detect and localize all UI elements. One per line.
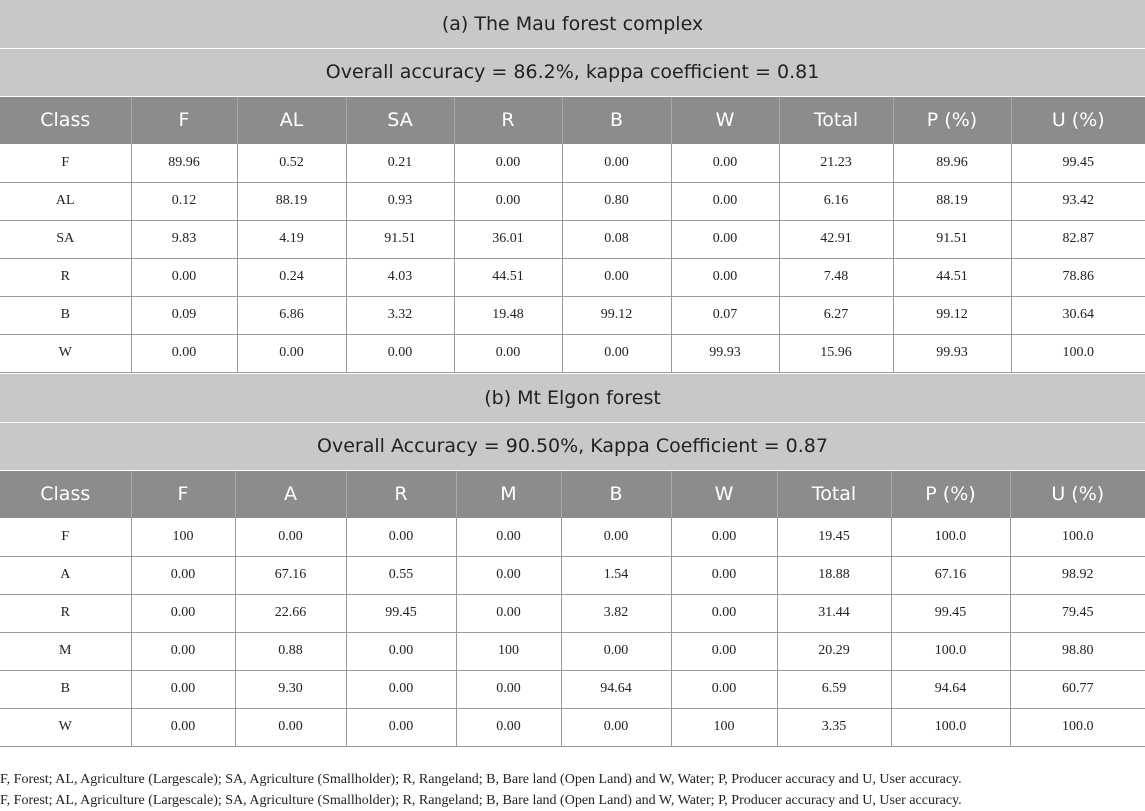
table-cell: 30.64 — [1011, 296, 1145, 334]
table-cell: 91.51 — [346, 220, 454, 258]
table-cell: 0.00 — [671, 518, 777, 556]
table-cell: 0.00 — [671, 632, 777, 670]
table-cell: 31.44 — [777, 594, 891, 632]
table-b-header-row — [0, 470, 1145, 518]
column-header: A — [235, 470, 346, 518]
table-row — [0, 258, 1145, 296]
column-header: R — [454, 96, 562, 144]
column-header: F — [131, 470, 235, 518]
table-cell: W — [0, 708, 131, 746]
table-cell: 94.64 — [561, 670, 671, 708]
column-header: Class — [0, 96, 131, 144]
table-cell: 100.0 — [1011, 334, 1145, 372]
column-header: W — [671, 470, 777, 518]
table-cell: 0.21 — [346, 144, 454, 182]
table-cell: 0.00 — [456, 594, 561, 632]
table-cell: B — [0, 296, 131, 334]
table-cell: 0.55 — [346, 556, 456, 594]
table-cell: 36.01 — [454, 220, 562, 258]
table-cell: 19.45 — [777, 518, 891, 556]
table-row — [0, 594, 1145, 632]
table-row — [0, 518, 1145, 556]
table-cell: 0.00 — [671, 220, 779, 258]
table-cell: 21.23 — [779, 144, 893, 182]
table-cell: R — [0, 258, 131, 296]
table-cell: 88.19 — [237, 182, 346, 220]
table-cell: 3.82 — [561, 594, 671, 632]
table-cell: 20.29 — [777, 632, 891, 670]
table-row — [0, 182, 1145, 220]
footnote: F, Forest; AL, Agriculture (Largescale); SA, Agriculture (Smallholder); R, Rangeland; B, Bare land (Open Land) and W, Water; P, Producer accuracy and U, User accuracy. — [0, 793, 962, 808]
column-header: R — [346, 470, 456, 518]
table-cell: 3.35 — [777, 708, 891, 746]
table-cell: 100 — [671, 708, 777, 746]
table-cell: 89.96 — [131, 144, 237, 182]
footnote: F, Forest; AL, Agriculture (Largescale); SA, Agriculture (Smallholder); R, Rangeland; B, Bare land (Open Land) and W, Water; P, Producer accuracy and U, User accuracy. — [0, 772, 962, 787]
table-cell: 4.19 — [237, 220, 346, 258]
table-cell: 0.07 — [671, 296, 779, 334]
table-cell: 0.00 — [671, 258, 779, 296]
table-cell: 98.92 — [1010, 556, 1145, 594]
table-cell: 3.32 — [346, 296, 454, 334]
column-header: AL — [237, 96, 346, 144]
table-cell: 0.00 — [454, 182, 562, 220]
table-a-title: (a) The Mau forest complex — [0, 0, 1145, 48]
table-cell: A — [0, 556, 131, 594]
table-cell: 0.88 — [235, 632, 346, 670]
table-cell: 78.86 — [1011, 258, 1145, 296]
table-row — [0, 334, 1145, 372]
table-cell: 0.00 — [131, 334, 237, 372]
column-header: Total — [779, 96, 893, 144]
column-header: F — [131, 96, 237, 144]
table-cell: 0.00 — [671, 594, 777, 632]
table-cell: 42.91 — [779, 220, 893, 258]
table-mt-elgon-forest — [0, 374, 1145, 747]
table-b-title: (b) Mt Elgon forest — [0, 374, 1145, 422]
table-cell: 0.12 — [131, 182, 237, 220]
table-cell: 0.00 — [561, 708, 671, 746]
table-cell: 0.00 — [671, 670, 777, 708]
table-cell: 0.00 — [131, 670, 235, 708]
table-cell: 100.0 — [891, 632, 1010, 670]
table-cell: R — [0, 594, 131, 632]
column-header: Class — [0, 470, 131, 518]
table-cell: 99.93 — [893, 334, 1011, 372]
table-cell: 0.00 — [671, 182, 779, 220]
table-cell: B — [0, 670, 131, 708]
table-cell: 1.54 — [561, 556, 671, 594]
table-cell: 60.77 — [1010, 670, 1145, 708]
column-header: SA — [346, 96, 454, 144]
table-cell: 99.45 — [346, 594, 456, 632]
table-cell: 6.16 — [779, 182, 893, 220]
table-cell: 0.00 — [456, 670, 561, 708]
table-cell: SA — [0, 220, 131, 258]
table-cell: 99.12 — [893, 296, 1011, 334]
column-header: M — [456, 470, 561, 518]
table-cell: 22.66 — [235, 594, 346, 632]
column-header: U (%) — [1011, 96, 1145, 144]
table-row — [0, 144, 1145, 182]
column-header: P (%) — [891, 470, 1010, 518]
column-header: Total — [777, 470, 891, 518]
table-cell: 0.08 — [562, 220, 671, 258]
table-cell: 0.00 — [456, 708, 561, 746]
column-header: W — [671, 96, 779, 144]
table-cell: 6.59 — [777, 670, 891, 708]
table-cell: 0.00 — [131, 594, 235, 632]
table-cell: 0.00 — [131, 258, 237, 296]
column-header: B — [562, 96, 671, 144]
table-cell: 0.00 — [237, 334, 346, 372]
table-cell: 9.83 — [131, 220, 237, 258]
table-cell: W — [0, 334, 131, 372]
table-cell: 94.64 — [891, 670, 1010, 708]
table-cell: 0.80 — [562, 182, 671, 220]
table-cell: 99.12 — [562, 296, 671, 334]
table-cell: M — [0, 632, 131, 670]
table-cell: 0.00 — [131, 632, 235, 670]
table-cell: 0.00 — [346, 632, 456, 670]
table-cell: 0.00 — [454, 144, 562, 182]
table-cell: F — [0, 144, 131, 182]
table-cell: 100.0 — [891, 518, 1010, 556]
table-cell: 0.00 — [131, 708, 235, 746]
column-header: B — [561, 470, 671, 518]
table-cell: 0.00 — [346, 334, 454, 372]
column-header: U (%) — [1010, 470, 1145, 518]
table-cell: 7.48 — [779, 258, 893, 296]
table-cell: 9.30 — [235, 670, 346, 708]
table-cell: 6.86 — [237, 296, 346, 334]
table-cell: 0.00 — [456, 518, 561, 556]
table-cell: 67.16 — [891, 556, 1010, 594]
table-cell: AL — [0, 182, 131, 220]
table-cell: F — [0, 518, 131, 556]
table-cell: 0.00 — [671, 556, 777, 594]
table-cell: 0.00 — [346, 670, 456, 708]
table-cell: 0.00 — [235, 518, 346, 556]
column-header: P (%) — [893, 96, 1011, 144]
table-cell: 82.87 — [1011, 220, 1145, 258]
table-cell: 0.00 — [346, 708, 456, 746]
table-cell: 100.0 — [1010, 518, 1145, 556]
table-cell: 100.0 — [891, 708, 1010, 746]
table-row — [0, 632, 1145, 670]
table-a-header-row — [0, 96, 1145, 144]
table-cell: 0.09 — [131, 296, 237, 334]
table-cell: 0.00 — [561, 518, 671, 556]
table-cell: 100 — [131, 518, 235, 556]
table-cell: 89.96 — [893, 144, 1011, 182]
table-cell: 15.96 — [779, 334, 893, 372]
table-cell: 0.00 — [454, 334, 562, 372]
table-cell: 0.52 — [237, 144, 346, 182]
table-cell: 4.03 — [346, 258, 454, 296]
table-cell: 0.00 — [346, 518, 456, 556]
table-row — [0, 670, 1145, 708]
table-cell: 91.51 — [893, 220, 1011, 258]
table-cell: 6.27 — [779, 296, 893, 334]
table-cell: 99.93 — [671, 334, 779, 372]
table-cell: 44.51 — [454, 258, 562, 296]
table-cell: 19.48 — [454, 296, 562, 334]
table-cell: 44.51 — [893, 258, 1011, 296]
table-cell: 100 — [456, 632, 561, 670]
table-cell: 99.45 — [891, 594, 1010, 632]
table-cell: 0.00 — [562, 144, 671, 182]
table-cell: 0.93 — [346, 182, 454, 220]
table-row — [0, 708, 1145, 746]
table-row — [0, 296, 1145, 334]
table-cell: 0.00 — [561, 632, 671, 670]
table-row — [0, 556, 1145, 594]
table-cell: 18.88 — [777, 556, 891, 594]
table-cell: 100.0 — [1010, 708, 1145, 746]
table-cell: 0.00 — [562, 258, 671, 296]
table-cell: 0.00 — [671, 144, 779, 182]
table-cell: 0.00 — [235, 708, 346, 746]
table-mau-forest — [0, 0, 1145, 373]
table-b-accuracy: Overall Accuracy = 90.50%, Kappa Coefficient = 0.87 — [0, 422, 1145, 470]
table-cell: 98.80 — [1010, 632, 1145, 670]
table-cell: 99.45 — [1011, 144, 1145, 182]
table-cell: 67.16 — [235, 556, 346, 594]
table-cell: 79.45 — [1010, 594, 1145, 632]
table-a-accuracy: Overall accuracy = 86.2%, kappa coefficient = 0.81 — [0, 48, 1145, 96]
table-cell: 93.42 — [1011, 182, 1145, 220]
table-cell: 0.00 — [456, 556, 561, 594]
table-cell: 0.24 — [237, 258, 346, 296]
table-cell: 0.00 — [131, 556, 235, 594]
table-cell: 0.00 — [562, 334, 671, 372]
table-row — [0, 220, 1145, 258]
table-cell: 88.19 — [893, 182, 1011, 220]
